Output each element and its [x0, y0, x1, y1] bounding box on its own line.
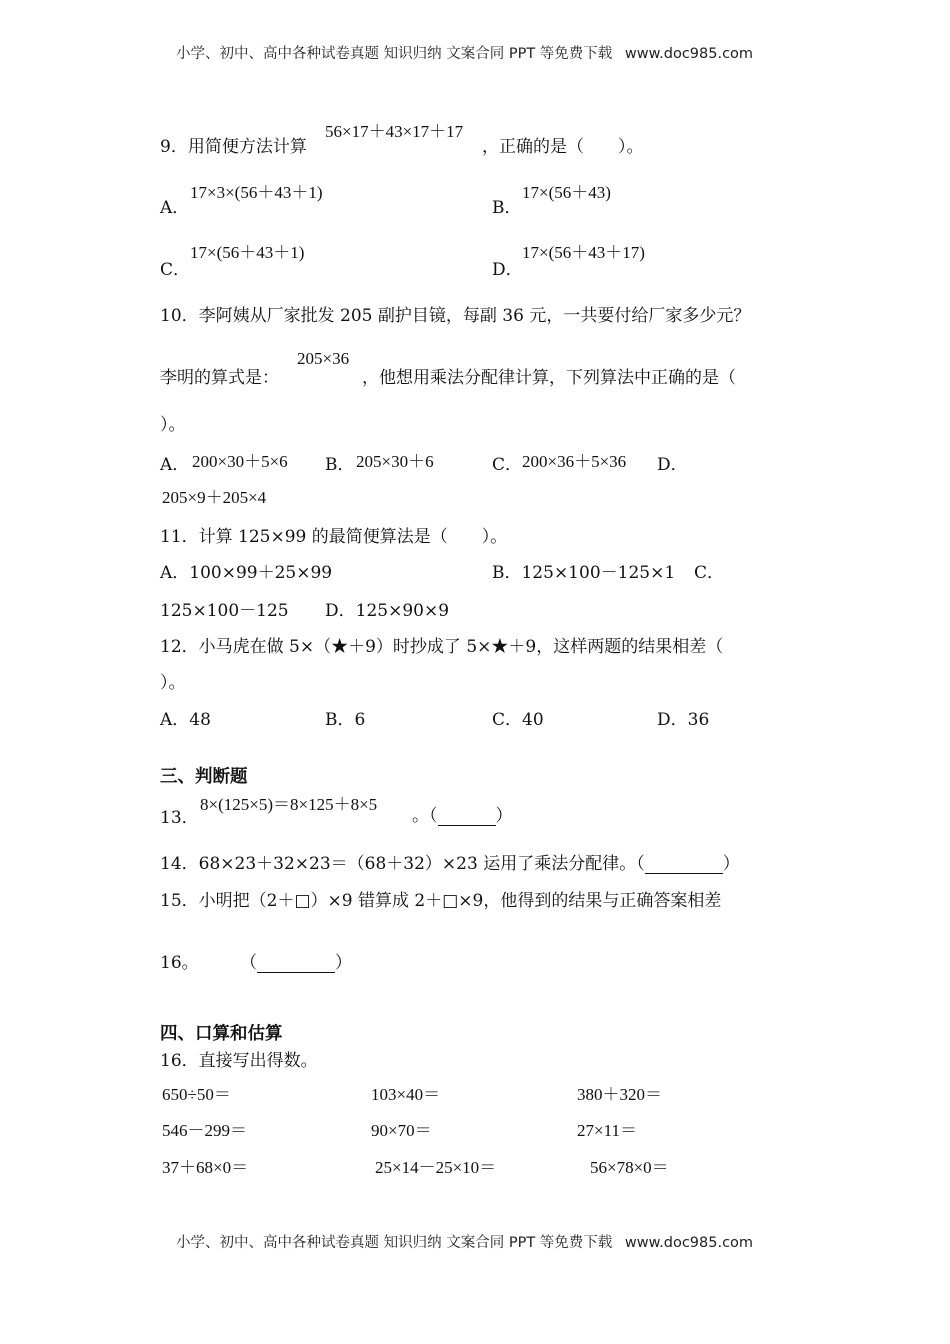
q10-line2-suffix: ，他想用乘法分配律计算，下列算法中正确的是（: [362, 368, 736, 388]
q12-line2: ）。: [160, 673, 186, 693]
q16-item-r1c3: 380＋320＝: [577, 1085, 662, 1104]
page-header: [176, 42, 753, 63]
q9-option-d-expr: 17×(56＋43＋17): [522, 243, 645, 262]
q14-close: ）: [722, 854, 740, 874]
q10-line1: 10．李阿姨从厂家批发 205 副护目镜，每副 36 元，一共要付给厂家多少元？: [160, 306, 751, 326]
q16-item-r2c2: 90×70＝: [371, 1121, 432, 1140]
q14: [160, 849, 740, 874]
q16-item-r2c1: 546－299＝: [162, 1121, 247, 1140]
q10-option-a-label: A．: [160, 455, 190, 475]
q13-expression: 8×(125×5)＝8×125＋8×5: [200, 795, 378, 814]
q10-option-d-expr: 205×9＋205×4: [162, 488, 267, 507]
q16-item-r1c2: 103×40＝: [371, 1085, 441, 1104]
q14-text: 14．68×23＋32×23＝（68＋32）×23 运用了乘法分配律。（: [160, 854, 645, 874]
q14-answer-blank[interactable]: [645, 857, 723, 874]
footer-text: 小学、初中、高中各种试卷真题 知识归纳 文案合同 PPT 等免费下载: [176, 1235, 613, 1251]
q15-open: （: [240, 953, 257, 973]
q10-line3: ）。: [160, 415, 186, 435]
page-footer: [176, 1231, 753, 1252]
q16-item-r3c1: 37＋68×0＝: [162, 1158, 249, 1177]
q9-option-c-label: C．: [160, 260, 191, 280]
q15-answer: [240, 948, 352, 973]
q10-option-c-label: C．: [492, 455, 523, 475]
q15-answer-blank[interactable]: [257, 956, 335, 973]
q10-option-b-expr: 205×30＋6: [356, 452, 434, 471]
header-text: 小学、初中、高中各种试卷真题 知识归纳 文案合同 PPT 等免费下载: [176, 46, 613, 62]
q15-line1: 15．小明把（2＋□）×9 错算成 2＋□×9，他得到的结果与正确答案相差: [160, 891, 722, 911]
section-4-title: 四、口算和估算: [160, 1024, 283, 1044]
q9-option-a-label: A．: [160, 198, 190, 218]
q12-line1: 12．小马虎在做 5×（★＋9）时抄成了 5×★＋9，这样两题的结果相差（: [160, 637, 724, 657]
q11-option-c-label: C．: [694, 563, 725, 583]
q11-option-c-value: 125×100－125: [160, 601, 289, 621]
q12-option-d: D．36: [657, 710, 710, 730]
q11-option-d: D．125×90×9: [325, 601, 450, 621]
q10-option-c-expr: 200×36＋5×36: [522, 452, 627, 471]
q11-option-a: A．100×99＋25×99: [160, 563, 333, 583]
q11-stem: 11．计算 125×99 的最简便算法是（ ）。: [160, 527, 508, 547]
q10-line2-prefix: 李明的算式是：: [160, 368, 279, 388]
q11-option-b: B．125×100－125×1: [492, 563, 676, 583]
section-3-title: 三、判断题: [160, 767, 248, 787]
q13-answer-blank[interactable]: [438, 809, 496, 826]
q9-expression: 56×17＋43×17＋17: [325, 122, 464, 141]
q16-item-r3c2: 25×14－25×10＝: [375, 1158, 497, 1177]
q12-option-a: A．48: [160, 710, 211, 730]
q13-number: 13．: [160, 808, 199, 828]
q10-expression: 205×36: [297, 349, 350, 368]
q16-stem: 16．直接写出得数。: [160, 1051, 318, 1071]
q9-stem-prefix: 9．用简便方法计算: [160, 137, 307, 157]
q9-option-c-expr: 17×(56＋43＋1): [190, 243, 305, 262]
q15-close: ）: [335, 953, 352, 973]
q13-tail: 。（: [412, 806, 438, 826]
q16-item-r3c3: 56×78×0＝: [590, 1158, 669, 1177]
q9-option-d-label: D．: [492, 260, 523, 280]
q13-close: ）: [495, 806, 513, 826]
q10-option-a-expr: 200×30＋5×6: [192, 452, 288, 471]
q9-option-a-expr: 17×3×(56＋43＋1): [190, 183, 323, 202]
q15-line2-prefix: 16。: [160, 953, 199, 973]
q9-option-b-label: B．: [492, 198, 522, 218]
q10-option-b-label: B．: [325, 455, 355, 475]
q12-option-b: B．6: [325, 710, 366, 730]
header-url[interactable]: www.doc985.com: [624, 46, 754, 62]
q12-option-c: C．40: [492, 710, 544, 730]
q10-option-d-label: D．: [657, 455, 688, 475]
q9-stem-suffix: ，正确的是（ ）。: [482, 137, 644, 157]
q16-item-r1c1: 650÷50＝: [162, 1085, 231, 1104]
q16-item-r2c3: 27×11＝: [577, 1121, 637, 1140]
q13-answer: [412, 801, 513, 826]
q9-option-b-expr: 17×(56＋43): [522, 183, 611, 202]
footer-url[interactable]: www.doc985.com: [624, 1235, 754, 1251]
